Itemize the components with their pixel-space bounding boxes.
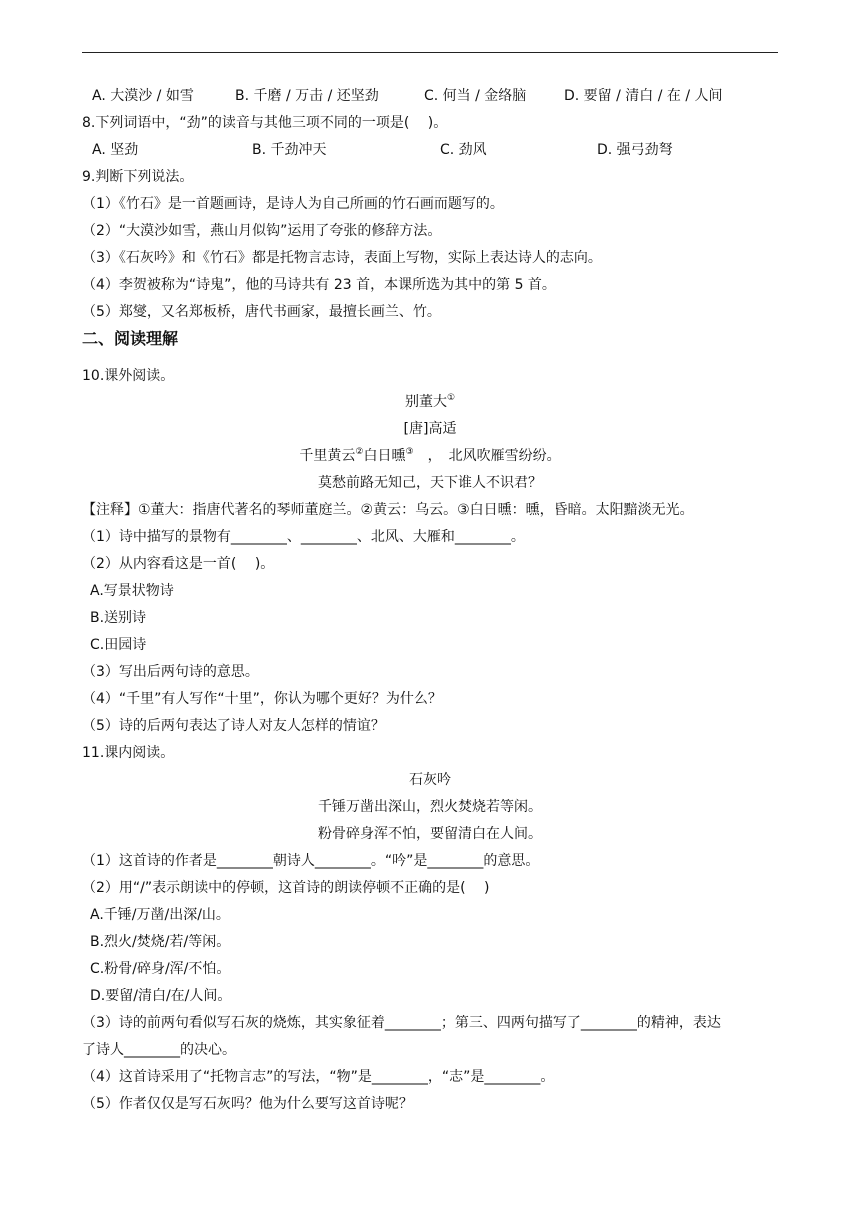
q10-sub-2: （2）从内容看这是一首( )。	[82, 556, 275, 572]
q10-poem-title: 别董大①	[404, 393, 456, 410]
q10-sub-4: （4）“千里”有人写作“十里”，你认为哪个更好？为什么？	[82, 691, 442, 707]
footnote-marker-1: ①	[446, 393, 456, 403]
q10-poem-line-2: 莫愁前路无知己，天下谁人不识君？	[318, 475, 542, 491]
q8-option-b: B. 千劲冲天	[252, 142, 327, 158]
q11-sub-2: （2）用“/”表示朗读中的停顿，这首诗的朗读停顿不正确的是( )	[82, 880, 490, 896]
q9-item-4: （4）李贺被称为“诗鬼”，他的马诗共有 23 首，本课所选为其中的第 5 首。	[82, 277, 556, 293]
q8-option-d: D. 强弓劲弩	[597, 142, 673, 158]
q11-sub2-option-a: A.千锤/万凿/出深/山。	[90, 907, 230, 923]
q11-poem-line-1: 千锤万凿出深山，烈火焚烧若等闲。	[318, 799, 542, 815]
q11-poem-line-2: 粉骨碎身浑不怕，要留清白在人间。	[318, 826, 542, 842]
q10-stem: 10.课外阅读。	[82, 368, 175, 384]
q10-sub-5: （5）诗的后两句表达了诗人对友人怎样的情谊？	[82, 718, 385, 734]
q7-option-d: D. 要留 / 清白 / 在 / 人间	[564, 88, 723, 104]
q11-sub-1: （1）这首诗的作者是________朝诗人________。“吟”是________的意思。	[82, 853, 540, 869]
q11-sub2-option-c: C.粉骨/碎身/浑/不怕。	[90, 961, 231, 977]
q11-stem: 11.课内阅读。	[82, 745, 175, 761]
q7-option-b: B. 千磨 / 万击 / 还坚劲	[235, 88, 379, 104]
q10-sub-1: （1）诗中描写的景物有________、________、北风、大雁和________。	[82, 529, 525, 545]
q10-sub-3: （3）写出后两句诗的意思。	[82, 664, 259, 680]
q8-stem: 8.下列词语中，“劲”的读音与其他三项不同的一项是( )。	[82, 115, 448, 131]
q11-sub2-option-d: D.要留/清白/在/人间。	[90, 988, 232, 1004]
q10-sub2-option-c: C.田园诗	[90, 637, 147, 653]
footnote-marker-2: ②	[355, 447, 364, 457]
q11-sub-5: （5）作者仅仅是写石灰吗？他为什么要写这首诗呢？	[82, 1096, 413, 1112]
q8-option-a: A. 坚劲	[92, 142, 139, 158]
q9-stem: 9.判断下列说法。	[82, 169, 194, 185]
q10-poem-line-1: 千里黄云②白日曛③ ， 北风吹雁雪纷纷。	[299, 447, 561, 464]
q11-sub2-option-b: B.烈火/焚烧/若/等闲。	[90, 934, 231, 950]
q7-option-a: A. 大漠沙 / 如雪	[92, 88, 194, 104]
q9-item-5: （5）郑燮，又名郑板桥，唐代书画家，最擅长画兰、竹。	[82, 304, 441, 320]
q10-sub2-option-a: A.写景状物诗	[90, 583, 174, 599]
q9-item-3: （3）《石灰吟》和《竹石》都是托物言志诗，表面上写物，实际上表达诗人的志向。	[82, 250, 602, 266]
q11-sub-3-line-1: （3）诗的前两句看似写石灰的烧炼，其实象征着________；第三、四两句描写了________的精神，表达	[82, 1015, 721, 1031]
q11-sub-3-line-2: 了诗人________的决心。	[82, 1042, 236, 1058]
q10-sub2-option-b: B.送别诗	[90, 610, 147, 626]
q10-note: 【注释】①董大：指唐代著名的琴师董庭兰。②黄云：乌云。③白日曛：曛，昏暗。太阳黯淡无光。	[82, 502, 694, 518]
q8-option-c: C. 劲风	[440, 142, 487, 158]
q11-poem-title: 石灰吟	[409, 772, 451, 788]
section-heading: 二、阅读理解	[82, 329, 179, 348]
q7-option-c: C. 何当 / 金络脑	[424, 88, 527, 104]
q9-item-1: （1）《竹石》是一首题画诗，是诗人为自己所画的竹石画而题写的。	[82, 196, 504, 212]
header-rule	[82, 52, 778, 53]
q10-poem-author: [唐]高适	[403, 421, 457, 437]
q11-sub-4: （4）这首诗采用了“托物言志”的写法，“物”是________，“志”是________。	[82, 1069, 555, 1085]
q9-item-2: （2）“大漠沙如雪，燕山月似钩”运用了夸张的修辞方法。	[82, 223, 442, 239]
footnote-marker-3: ③	[405, 447, 414, 457]
